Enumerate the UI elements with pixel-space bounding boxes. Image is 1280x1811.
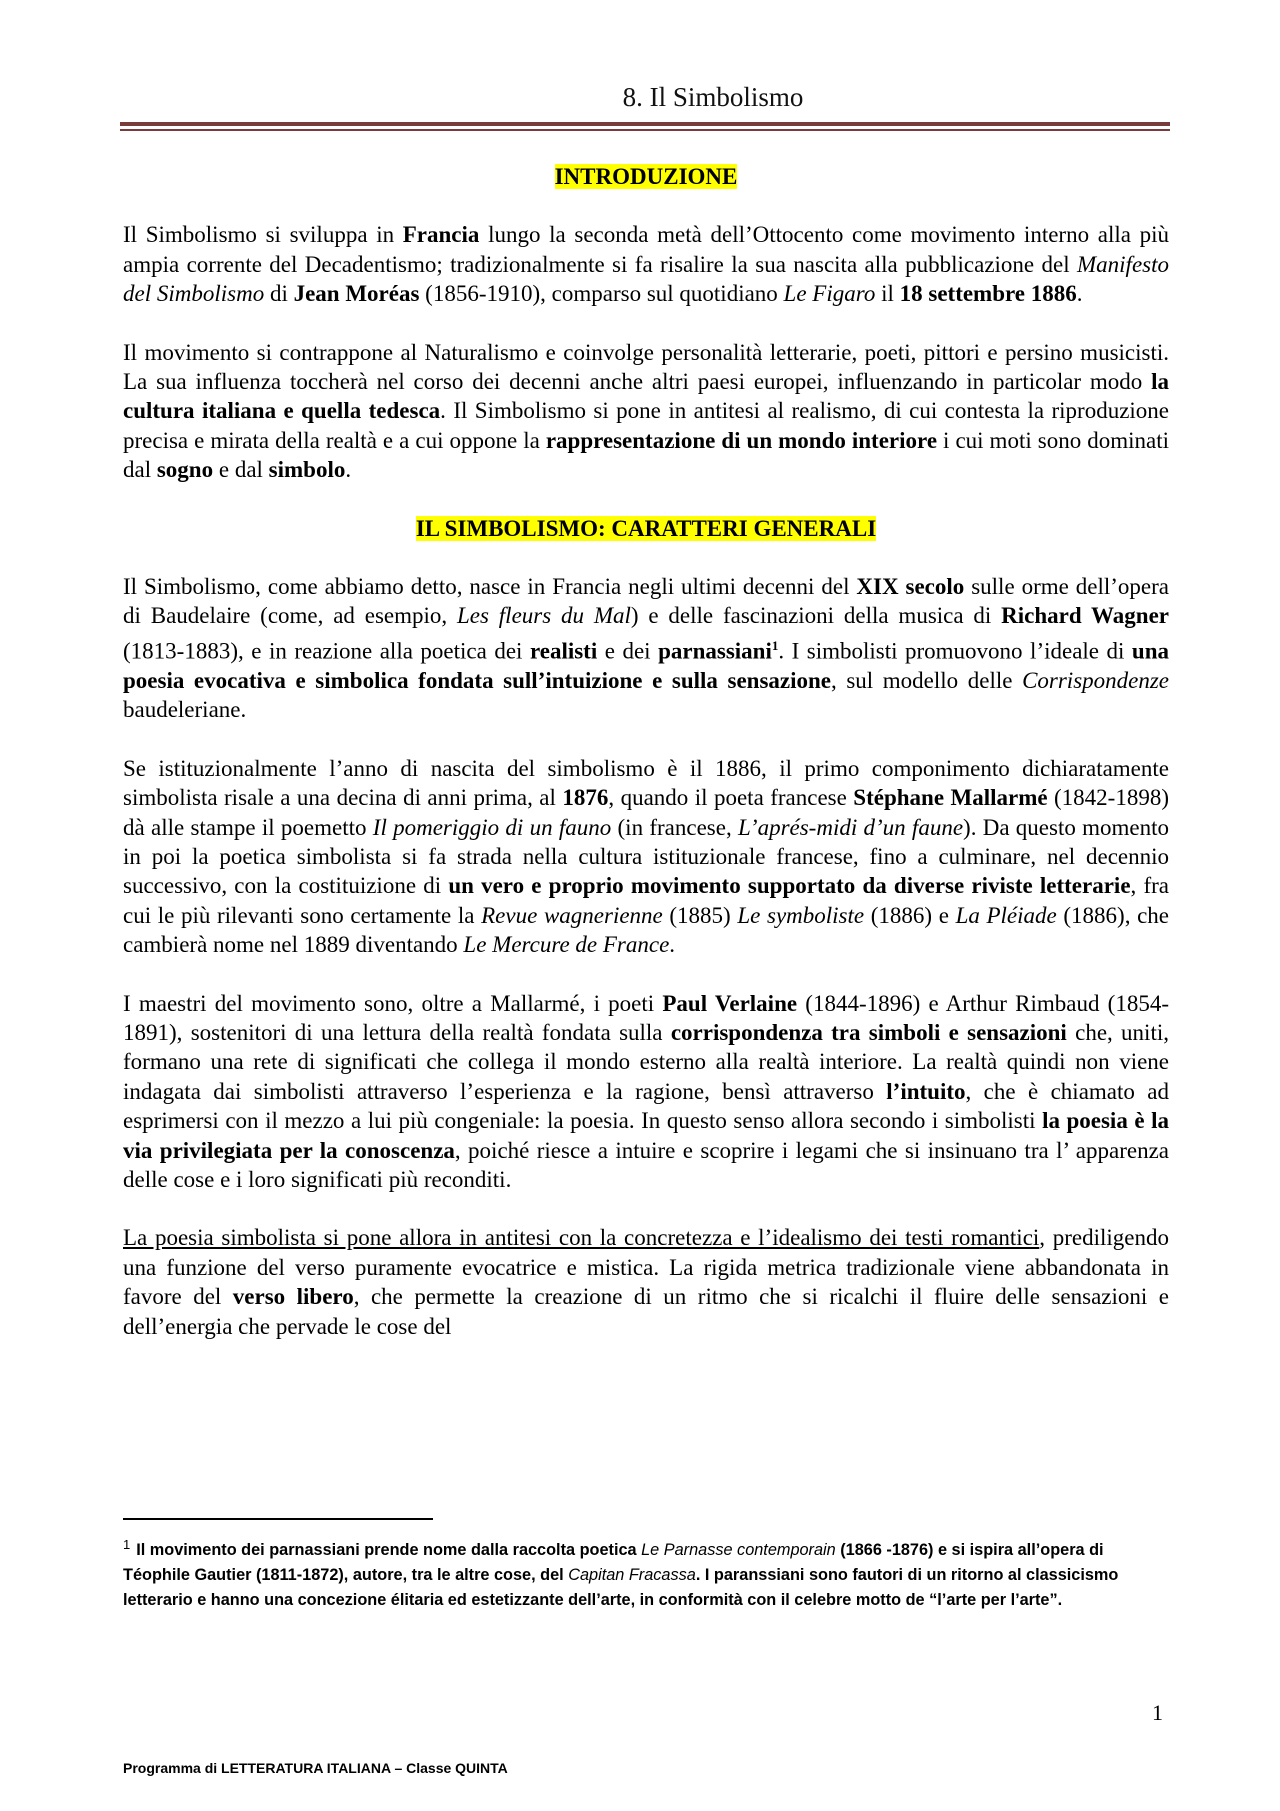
page-title: 8. Il Simbolismo [622, 82, 804, 112]
footnote: $^1$ Il movimento dei parnassiani prende nome dalla raccolta poetica Le Parnasse contemporain (1866 -1876) e si ispira all’opera di Téophile Gautier (1811-1872), autore, tra le altre cose, del Capitan Fracassa. I paranssiani sono fautori di un ritorno al classicismo letterario e hanno una concezione élitaria ed estetizzante dell’arte, in conformità con il celebre motto de “l’arte per l’arte”. [123, 1537, 1119, 1609]
paragraph-general-4: La poesia simbolista si pone allora in antitesi con la concretezza e l’idealismo dei testi romantici, prediligendo una funzione del verso puramente evocatrice e mistica. La rigida metrica tradizionale viene abbandonata in favore del verso libero, che permette la creazione di un ritmo che si ricalchi il fluire delle sensazioni e dell’energia che pervade le cose del [123, 1225, 1169, 1339]
page-footer: Programma di LETTERATURA ITALIANA – Classe QUINTA [123, 1760, 508, 1776]
footnote-marker: 1 [123, 1537, 131, 1552]
paragraph-general-1: Il Simbolismo, come abbiamo detto, nasce in Francia negli ultimi decenni del XIX secolo sulle orme dell’opera di Baudelaire (come, ad esempio, Les fleurs du Mal) e delle fascinazioni della musica di Richard Wagner (1813-1883), e in reazione alla poetica dei realisti e dei parnassiani$^1$. I simbolisti promuovono l’ideale di una poesia evocativa e simbolica fondata sull’intuizione e sulla sensazione, sul modello delle Corrispondenze baudeleriane. [123, 574, 1170, 723]
paragraph-intro-1: Il Simbolismo si sviluppa in Francia lungo la seconda metà dell’Ottocento come movimento interno alla più ampia corrente del Decadentismo; tradizionalmente si fa risalire la sua nascita alla pubblicazione del Manifesto del Simbolismo di Jean Moréas (1856-1910), comparso sul quotidiano Le Figaro il 18 settembre 1886. [123, 222, 1169, 307]
footnote-ref[interactable]: 1 [771, 637, 779, 653]
page-number: 1 [1152, 1700, 1163, 1725]
section-heading-introduzione: INTRODUZIONE [554, 164, 738, 189]
document-body [123, 162, 1169, 1370]
paragraph-general-3: I maestri del movimento sono, oltre a Mallarmé, i poeti Paul Verlaine (1844-1896) e Arthur Rimbaud (1854-1891), sostenitori di una lettura della realtà fondata sulla corrispondenza tra simboli e sensazioni che, uniti, formano una rete di significati che collega il mondo esterno alla realtà interiore. La realtà quindi non viene indagata dai simbolisti attraverso l’esperienza e la ragione, bensì attraverso l’intuito, che è chiamato ad esprimersi con il mezzo a lui più congeniale: la poesia. In questo senso allora secondo i simbolisti la poesia è la via privilegiata per la conoscenza, poiché riesce a intuire e scoprire i legami che si insinuano tra l’ apparenza delle cose e i loro significati più reconditi. [123, 990, 1169, 1193]
header-rule-thick [120, 122, 1170, 126]
paragraph-general-2: Se istituzionalmente l’anno di nascita del simbolismo è il 1886, il primo componimento dichiaratamente simbolista risale a una decina di anni prima, al 1876, quando il poeta francese Stéphane Mallarmé (1842-1898) dà alle stampe il poemetto Il pomeriggio di un fauno (in francese, L’aprés-midi d’un faune). Da questo momento in poi la poetica simbolista si fa strada nella cultura istituzionale francese, fino a culminare, nel decennio successivo, con la costituizione di un vero e proprio movimento supportato da diverse riviste letterarie, fra cui le più rilevanti sono certamente la Revue wagnerienne (1885) Le symboliste (1886) e La Pléiade (1886), che cambierà nome nel 1889 diventando Le Mercure de France. [123, 755, 1170, 958]
paragraph-intro-2: Il movimento si contrappone al Naturalismo e coinvolge personalità letterarie, poeti, pittori e persino musicisti. La sua influenza toccherà nel corso dei decenni anche altri paesi europei, influenzando in particolar modo la cultura italiana e quella tedesca. Il Simbolismo si pone in antitesi al realismo, di cui contesta la riproduzione precisa e mirata della realtà e a cui oppone la rappresentazione di un mondo interiore i cui moti sono dominati dal sogno e dal simbolo. [123, 339, 1169, 483]
footnote-separator [123, 1518, 433, 1520]
header-rule-thin [120, 129, 1170, 131]
section-heading-caratteri-generali: IL SIMBOLISMO: CARATTERI GENERALI [415, 515, 877, 541]
